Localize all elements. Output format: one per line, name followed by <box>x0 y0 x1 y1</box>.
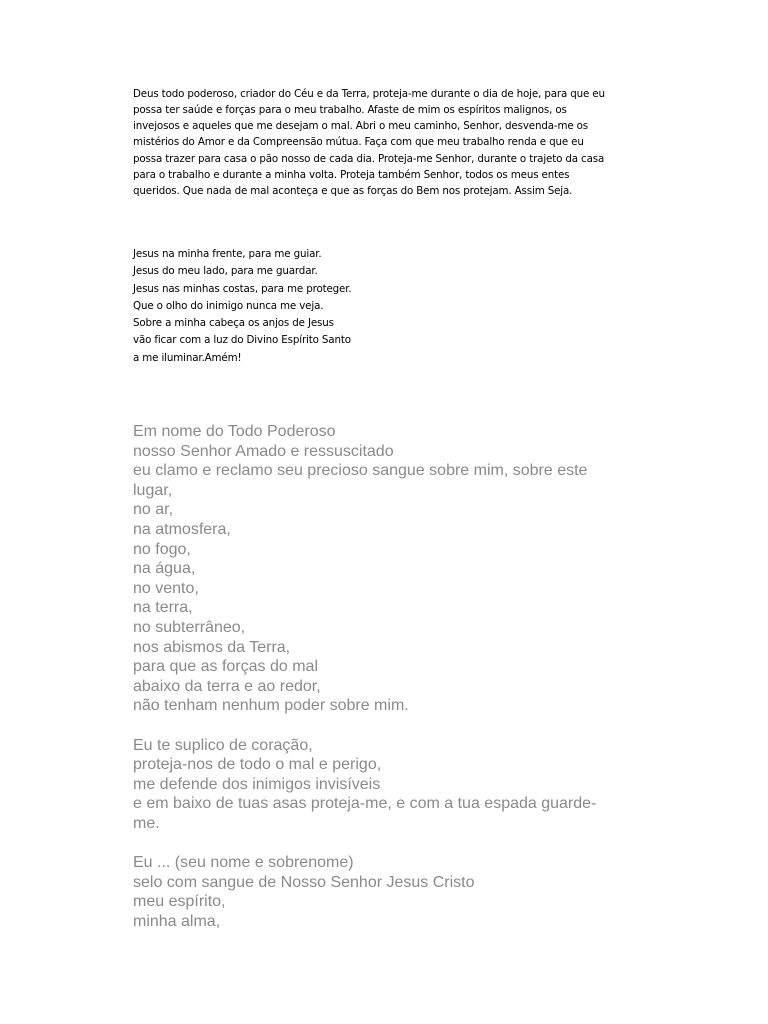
text-line: Que o olho do inimigo nunca me veja. <box>133 299 324 312</box>
stanza-3 <box>133 853 693 931</box>
text-line: no ar, <box>133 501 174 519</box>
text-line: me defende dos inimigos invisíveis <box>133 775 381 793</box>
text-line: na atmosfera, <box>133 520 231 538</box>
text-line: na água, <box>133 560 196 578</box>
text-line: Eu ... (seu nome e sobrenome) <box>133 854 354 872</box>
prayer-paragraph-1 <box>133 86 643 199</box>
text-line: no fogo, <box>133 540 191 558</box>
text-line: Deus todo poderoso, criador do Céu e da Terra, proteja-me durante o dia de hoje, para que eu <box>133 88 605 100</box>
text-line: meu espírito, <box>133 893 226 911</box>
text-line: na terra, <box>133 599 193 617</box>
text-line: mistérios do Amor e da Compreensão mútua. Faça com que meu trabalho renda e que eu <box>133 136 584 149</box>
text-line: nos abismos da Terra, <box>133 638 291 656</box>
text-line: para o trabalho e durante a minha volta. Proteja também Senhor, todos os meus entes <box>133 168 570 181</box>
text-line: Eu te suplico de coração, <box>133 736 313 754</box>
text-line: me. <box>133 814 160 832</box>
stanza-2 <box>133 736 693 834</box>
prayer-section-3 <box>133 422 693 931</box>
text-line: não tenham nenhum poder sobre mim. <box>133 697 409 715</box>
text-line: vão ficar com a luz do Divino Espírito Santo <box>133 334 351 347</box>
text-line: invejosos e aqueles que me desejam o mal. Abri o meu caminho, Senhor, desvenda-me os <box>133 120 589 133</box>
text-line: Sobre a minha cabeça os anjos de Jesus <box>133 317 334 330</box>
text-line: Jesus na minha frente, para me guiar. <box>133 248 322 260</box>
text-line: lugar, <box>133 481 173 499</box>
text-line: proteja-nos de todo o mal e perigo, <box>133 756 382 774</box>
text-line: minha alma, <box>133 912 221 930</box>
text-line: nosso Senhor Amado e ressuscitado <box>133 442 394 460</box>
text-line: e em baixo de tuas asas proteja-me, e com a tua espada guarde- <box>133 795 597 813</box>
text-line: possa trazer para casa o pão nosso de cada dia. Proteja-me Senhor, durante o trajeto da casa <box>133 152 605 165</box>
text-line: a me iluminar.Amém! <box>133 351 242 364</box>
text-line: abaixo da terra e ao redor, <box>133 677 321 695</box>
stanza-1 <box>133 422 693 716</box>
text-line: para que as forças do mal <box>133 658 318 676</box>
text-line: no subterrâneo, <box>133 618 246 636</box>
text-line: Jesus do meu lado, para me guardar. <box>133 265 318 278</box>
text-line: possa ter saúde e forças para o meu trabalho. Afaste de mim os espíritos malignos, os <box>133 104 567 117</box>
text-line: Jesus nas minhas costas, para me proteger. <box>133 282 352 295</box>
text-line: no vento, <box>133 579 199 597</box>
text-line: Em nome do Todo Poderoso <box>133 423 336 440</box>
text-line: queridos. Que nada de mal aconteça e que as forças do Bem nos protejam. Assim Seja. <box>133 184 573 197</box>
prayer-paragraph-2 <box>133 246 533 367</box>
text-line: eu clamo e reclamo seu precioso sangue sobre mim, sobre este <box>133 462 588 480</box>
text-line: selo com sangue de Nosso Senhor Jesus Cristo <box>133 873 475 891</box>
